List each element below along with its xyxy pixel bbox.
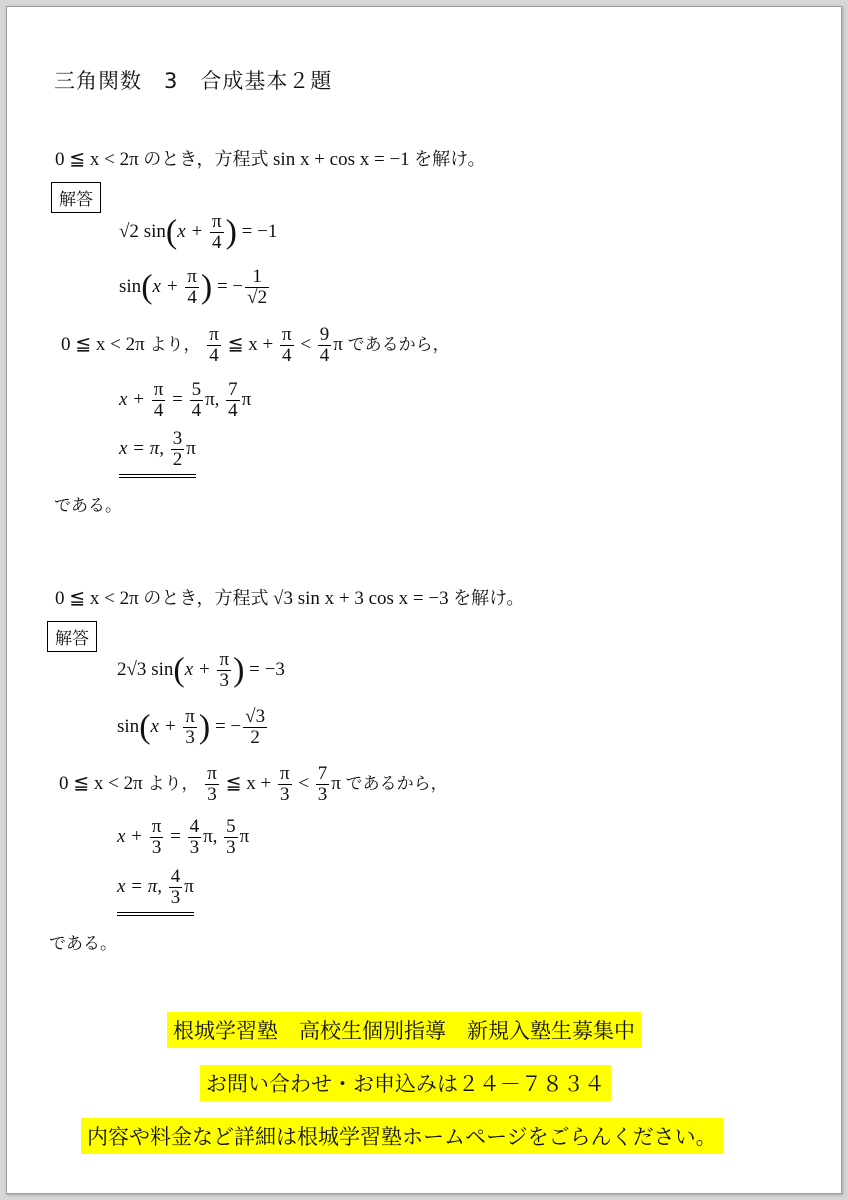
problem-1-answer-label: 解答 [51,182,101,213]
step-coef: √2 [119,220,139,242]
problem-2-step-3: 0 ≦ x < 2π より， $\frac{\pi}{3}$ ≦ x + $\frac{\pi}{3}$ < $\frac{7}{3}$ π であるから， [59,763,448,805]
problem-1-step-3: 0 ≦ x < 2π より， $\frac{\pi}{4}$ ≦ x + $\frac{\pi}{4}$ < $\frac{9}{4}$ π であるから， [61,324,450,366]
fraction: $\frac{\pi}{4}$ [209,324,219,366]
step-rhs: = −3 [249,658,285,680]
fraction: $\frac{\pi}{3}$ [151,816,162,858]
fraction: $\frac{\pi}{4}$ [281,324,292,366]
step-eq: = − [214,715,242,737]
step-lhs: x + [119,388,146,410]
step-range: 0 ≦ x < 2π [59,772,143,794]
problem-2-instruction: を解け。 [453,588,525,609]
problem-1-equation: sin x + cos x = −1 [273,149,410,170]
document-page [6,6,842,1194]
problem-1-instruction: を解け。 [414,149,486,170]
problem-1-final-answer [119,429,196,478]
step-mid: ≦ x + [227,333,274,355]
problem-2-step-2: sin(x + $\frac{\pi}{3}$ ) = − $\frac{√3}{2}$ [117,706,266,748]
problem-1-toki: のとき，方程式 [143,149,269,170]
problem-2-step-4: x + $\frac{\pi}{3}$ = $\frac{4}{3}$ π, $\frac{5}{3}$ π [117,816,250,858]
final-answer-underline: x = π, $\frac{3}{2}$ π [119,429,196,478]
problem-2-range: 0 ≦ x < 2π [55,588,139,609]
step-func: sin [151,658,174,680]
step-func: sin [143,220,166,242]
step-arg-var: x + [152,275,179,297]
problem-1-statement [55,145,485,171]
problem-2-final-answer [117,867,194,916]
step-lhs: x + [117,825,144,847]
step-lt: < [300,333,312,355]
problem-1-step-2: sin(x + $\frac{\pi}{4}$ ) = − $\frac{1}{√2}$ [119,266,268,308]
fraction: $\frac{\pi}{4}$ [187,266,197,308]
fraction: $\frac{4}{3}$ [189,816,200,858]
page-title: 三角関数 3 合成基本２題 [54,69,333,93]
problem-1-conclusion: である。 [54,496,122,516]
step-arg-var: x + [184,658,211,680]
fraction: $\frac{\pi}{3}$ [185,706,195,748]
problem-2-toki: のとき，方程式 [143,588,269,609]
fraction: $\frac{\pi}{3}$ [219,649,230,691]
ad-line-2: お問い合わせ・お申込みは２４－７８３４ [200,1065,611,1101]
fraction: $\frac{3}{2}$ [172,428,183,470]
step-coef: 2√3 [117,658,147,680]
step-rhs: = −1 [241,220,278,242]
problem-2-step-1: 2√3 sin(x + $\frac{\pi}{3}$ ) = −3 [117,649,285,691]
fraction: $\frac{9}{4}$ [319,324,330,366]
problem-2-statement [55,584,524,610]
problem-1-step-4: x + $\frac{\pi}{4}$ = $\frac{5}{4}$ π, $\frac{7}{4}$ π [119,379,252,421]
fraction: $\frac{7}{4}$ [228,379,238,421]
fraction: $\frac{1}{√2}$ [247,266,268,308]
problem-1-step-1: √2 sin(x + $\frac{\pi}{4}$ ) = −1 [119,211,278,253]
problem-2-answer-label: 解答 [47,621,97,652]
problem-2-conclusion: である。 [49,934,117,954]
step-yori: より， [149,334,201,355]
fraction: $\frac{5}{3}$ [226,816,236,858]
ad-line-1: 根城学習塾 高校生個別指導 新規入塾生募集中 [167,1012,641,1048]
fraction: $\frac{\pi}{4}$ [153,379,164,421]
problem-1-range: 0 ≦ x < 2π [55,149,139,170]
fraction: $\frac{4}{3}$ [170,866,181,908]
fraction: $\frac{\pi}{4}$ [211,211,222,253]
step-eq: = − [216,275,244,297]
fraction: $\frac{5}{4}$ [191,379,202,421]
step-func: sin [117,715,140,737]
final-answer-underline: x = π, $\frac{4}{3}$ π [117,867,194,916]
step-tail: であるから， [345,773,448,794]
step-func: sin [119,275,142,297]
step-yori: より， [147,773,199,794]
step-range: 0 ≦ x < 2π [61,333,145,355]
fraction: $\frac{7}{3}$ [317,763,328,805]
step-tail: であるから， [347,334,450,355]
problem-2-equation: √3 sin x + 3 cos x = −3 [273,588,449,609]
fraction: $\frac{\pi}{3}$ [279,763,290,805]
fraction: $\frac{\pi}{3}$ [207,763,217,805]
step-lt: < [298,772,310,794]
step-arg-var: x + [177,220,204,242]
step-mid: ≦ x + [225,772,272,794]
step-arg-var: x + [150,715,177,737]
ad-line-3: 内容や料金など詳細は根城学習塾ホームページをごらんください。 [81,1118,723,1154]
fraction: $\frac{√3}{2}$ [245,706,266,748]
